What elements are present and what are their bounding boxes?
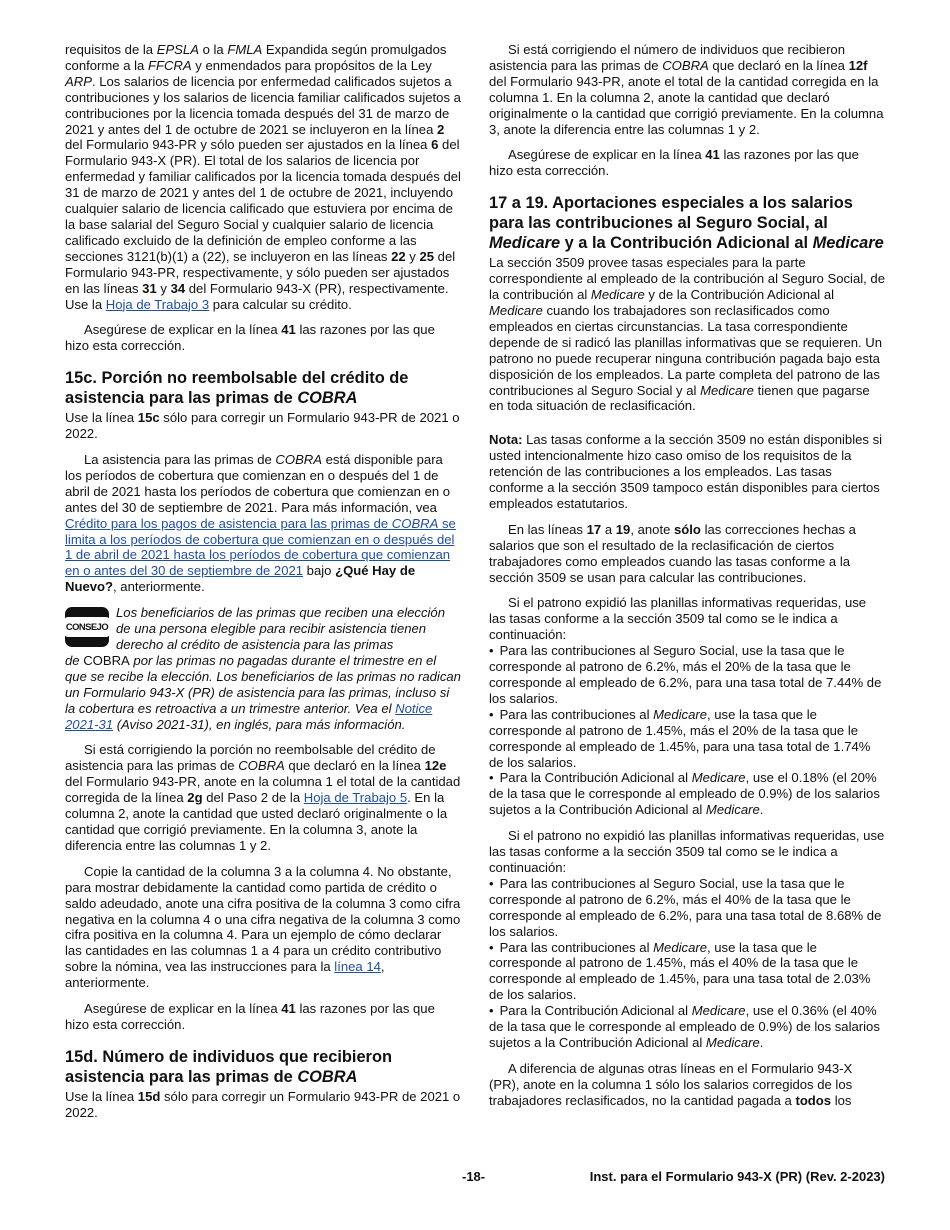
text-run: Medicare: [705, 802, 760, 818]
heading-15d: [65, 1047, 461, 1087]
paragraph: [65, 42, 461, 312]
text-run: y enmendados para propósitos de la Ley: [191, 57, 432, 73]
text-run: 34: [170, 280, 186, 296]
text-run: para calcular su crédito.: [209, 296, 352, 312]
bullet-icon: •: [489, 706, 494, 722]
text-run: 12f: [848, 57, 868, 73]
paragraph: [489, 147, 885, 179]
text-run: cuando los trabajadores son reclasificados como empleados en ciertas circunstancias. La tasa correspondiente depende de si radicó las planillas informativas que se requieren. Un patrono no puede recuperar ninguna contribución pagada bajo esta disposición de los empleados. La parte completa del patrono de las contribuciones al Seguro Social y al: [489, 302, 883, 398]
heading-17-19: [489, 193, 885, 253]
text-run: , anteriormente.: [113, 579, 205, 595]
bullet-icon: •: [489, 939, 494, 955]
text-run: FFCRA: [147, 57, 192, 73]
paragraph: [65, 864, 461, 991]
text-run: Asegúrese de explicar en la línea: [84, 1001, 282, 1017]
text-run: del Formulario 943-PR, respectivamente, y sólo pueden ser ajustados en las líneas: [65, 248, 456, 296]
tip-text-continued: [65, 653, 461, 733]
tip-text: [116, 605, 461, 653]
paragraph: [489, 522, 885, 586]
list-item: [489, 876, 885, 940]
text-run: 12e: [424, 758, 447, 774]
text-run: Expandida según promulgados conforme a la: [65, 42, 447, 73]
text-run: Si el patrono no expidió las planillas informativas requeridas, use las tasas conforme a la sección 3509 tal como se le indica a continuación:: [489, 828, 885, 875]
text-run: 15d. Número de individuos que recibieron asistencia para las primas de: [65, 1047, 392, 1086]
text-run: las razones por las que hizo esta corrección.: [489, 147, 859, 179]
text-run: Para las contribuciones al Seguro Social, use la tasa que le corresponde al patrono de 6.2%, más el 20% de la tasa que le corresponde al empleado de 6.2%, para una tasa total de 7.44% de los salarios.: [489, 643, 882, 706]
text-run: por las primas no pagadas durante el trimestre en el que se recibe la elección. Los beneficiarios de las primas no radican un Formulario 943-X (PR) de asistencia para las primas, incluso si la cobertura es retroactiva a un trimestre anterior. Vea el: [65, 652, 461, 716]
text-run: , anteriormente.: [65, 959, 385, 991]
text-run: COBRA: [662, 57, 709, 73]
text-run: Si está corrigiendo el número de individuos que recibieron asistencia para las primas de: [489, 42, 845, 73]
text-run: FMLA: [227, 42, 263, 57]
text-run: Nota:: [489, 432, 523, 448]
heading-15c: [65, 368, 461, 408]
text-run: ¿Qué Hay de Nuevo?: [65, 563, 416, 595]
link[interactable]: Notice 2021-31: [65, 700, 433, 732]
text-run: , use el 0.36% (el 40% de la tasa que le corresponde al empleado de 0.9%) de los salarios sujetos a la Contribución Adicional al: [489, 1003, 880, 1050]
list-item: [489, 707, 885, 771]
footer-title: Inst. para el Formulario 943-X (PR) (Rev. 2-2023): [589, 1169, 885, 1184]
text-run: Medicare: [691, 770, 746, 786]
tip-box: [65, 605, 461, 732]
link[interactable]: Hoja de Trabajo 5: [303, 790, 408, 806]
text-run: (Aviso 2021-31), en inglés, para más información.: [113, 716, 406, 732]
text-run: 15d: [137, 1088, 161, 1104]
text-run: o la: [198, 42, 228, 57]
text-run: bajo: [303, 563, 336, 579]
text-run: Para las contribuciones al Seguro Social, use la tasa que le corresponde al patrono de 6.2%, más el 40% de la tasa que le corresponde al empleado de 6.2%, para una tasa total de 8.68% de los salarios.: [489, 875, 882, 939]
rates-list-without-forms: [489, 876, 885, 1051]
text-run: COBRA: [297, 1067, 358, 1086]
text-run: del Formulario 943-PR, anote el total de la cantidad corregida en la columna 1. En la columna 2, anote la cantidad que declaró originalmente o la cantidad que corrigió previamente. En la columna 3, anote la diferencia entre las columnas 1 y 2.: [489, 73, 884, 137]
paragraph: [489, 595, 885, 643]
text-run: COBRA: [275, 452, 322, 468]
text-run: EPSLA: [156, 42, 199, 57]
list-item: [489, 770, 885, 818]
text-run: 41: [705, 147, 720, 163]
text-run: Asegúrese de explicar en la línea: [508, 147, 706, 163]
text-run: . Los salarios de licencia por enfermedad calificados sujetos a contribuciones y los salarios de licencia familiar calificados sujetos a contribuciones por la licencia tomada después del 31 de marzo de 2021 y antes del 1 de octubre de 2021 se incluyeron en la línea: [65, 73, 461, 137]
paragraph: [65, 452, 461, 595]
text-run: Medicare: [700, 382, 754, 398]
bullet-icon: •: [489, 643, 494, 659]
text-run: , use la tasa que le corresponde al patrono de 1.45%, más el 20% de la tasa que le corresponde al empleado de 1.45%, para una tasa total de 1.74% de los salarios.: [489, 706, 871, 770]
text-run: 2: [436, 121, 445, 137]
bullet-icon: •: [489, 1003, 494, 1019]
text-run: En las líneas: [508, 521, 587, 537]
text-run: que declaró en la línea: [284, 758, 425, 774]
text-run: 17: [586, 521, 602, 537]
text-run: 2g: [187, 790, 203, 806]
text-run: , use la tasa que le corresponde al patrono de 1.45%, más el 40% de la tasa que le corresponde al empleado de 1.45%, para una tasa total de 2.03% de los salarios.: [489, 939, 871, 1003]
text-run: Si está corrigiendo la porción no reembolsable del crédito de asistencia para las primas de: [65, 742, 436, 774]
paragraph: [65, 1001, 461, 1033]
text-run: Medicare: [653, 939, 707, 955]
text-run: 15c. Porción no reembolsable del crédito de asistencia para las primas de: [65, 369, 409, 408]
text-run: del Paso 2 de la: [202, 790, 304, 806]
text-run: Medicare: [812, 234, 884, 253]
paragraph: [489, 42, 885, 137]
text-run: todos: [795, 1092, 832, 1108]
text-run: 19: [615, 521, 631, 537]
text-run: Los beneficiarios de las primas que reciben una elección de una persona elegible para recibir asistencia tienen derecho al crédito de asistencia para las primas: [116, 605, 445, 652]
text-run: Use la línea: [65, 410, 138, 426]
text-run: 31: [142, 280, 157, 296]
text-run: y a la Contribución Adicional al: [560, 234, 813, 253]
note-paragraph: [489, 432, 885, 512]
text-run: Medicare: [691, 1003, 746, 1019]
bullet-icon: •: [489, 770, 494, 786]
text-run: Para la Contribución Adicional al: [499, 770, 692, 786]
text-run: los: [831, 1092, 852, 1108]
text-run: 41: [281, 322, 296, 338]
text-run: del Formulario 943-PR y sólo pueden ser ajustados en la línea: [65, 137, 432, 153]
text-run: 41: [281, 1001, 296, 1017]
list-item: [489, 1003, 885, 1051]
list-item: [489, 643, 885, 707]
link[interactable]: se limita a los períodos de cobertura que comienzan en o después del 1 de abril de 2021 hasta los períodos de cobertura que comienzan en o antes del 30 de septiembre de 2021: [65, 515, 456, 579]
text-run: Medicare: [653, 706, 707, 722]
text-run: Use la línea: [65, 1088, 138, 1104]
text-run: , anote: [630, 521, 675, 537]
text-run: del Formulario 943-X (PR). El total de los salarios de licencia por enfermedad y familiar calificados por la licencia tomada después del 31 de marzo de 2021 y antes del 1 de octubre de 2021, incluyendo cualquier salario de licencia calificado que estuviera por encima de la base salarial del Seguro Social y cualquier salario de licencia calificado excluido de la definición de empleo conforme a las secciones 3121(b)(1) a (22), se incluyeron en las líneas: [65, 137, 461, 264]
text-run: las razones por las que hizo esta corrección.: [65, 1001, 435, 1032]
text-run: 17 a 19. Aportaciones especiales a los salarios para las contribuciones al Seguro Social, al: [489, 194, 853, 233]
text-run: del Formulario 943-PR, anote en la columna 1 el total de la cantidad corregida de la línea: [65, 774, 461, 806]
text-run: La sección 3509 provee tasas especiales para la parte correspondiente al empleado de la contribución al Seguro Social, de la contribución al: [489, 255, 885, 303]
text-run: . En la columna 2, anote la cantidad que usted declaró originalmente o la cantidad que corrigió previamente. En la columna 3, anote la diferencia entre las columnas 1 y 2.: [65, 790, 448, 853]
text-run: a: [601, 521, 616, 537]
text-run: está disponible para los períodos de cobertura que comienzan en o después del 1 de abril de 2021 hasta los períodos de cobertura que comienzan en o antes del 30 de septiembre de 2021. Para más información, vea: [65, 452, 451, 515]
text-run: 15c: [137, 410, 160, 426]
text-run: COBRA: [238, 758, 285, 774]
text-run: A diferencia de algunas otras líneas en el Formulario 943-X (PR), anote en la columna 1 sólo los salarios corregidos de los trabajadores reclasificados, no la cantidad pagada a: [489, 1060, 853, 1108]
text-run: COBRA: [83, 652, 130, 668]
text-run: 22: [391, 248, 406, 264]
paragraph: [65, 410, 461, 442]
text-run: Las tasas conforme a la sección 3509 no están disponibles si usted intencionalmente hizo caso omiso de los requisitos de la retención de las contribuciones a los empleados. Las tasas conforme a la sección 3509 tampoco están disponibles para ciertos empleados estatutarios.: [489, 432, 883, 511]
text-run: COBRA: [297, 389, 358, 408]
text-run: sólo para corregir un Formulario 943-PR de 2021 o 2022.: [65, 1088, 461, 1120]
text-run: .: [759, 802, 764, 818]
left-column: [65, 42, 461, 1121]
link[interactable]: COBRA: [391, 515, 439, 531]
text-run: Si el patrono expidió las planillas informativas requeridas, use las tasas conforme a la sección 3509 tal como se le indica a continuación:: [489, 595, 867, 643]
text-run: y: [156, 280, 171, 296]
tip-icon: [65, 607, 109, 647]
text-run: requisitos de la: [65, 42, 157, 57]
rates-list-with-forms: [489, 643, 885, 818]
text-run: sólo para corregir un Formulario 943-PR de 2021 o 2022.: [65, 410, 460, 442]
text-run: Para las contribuciones al: [499, 706, 654, 722]
text-run: ARP: [65, 73, 92, 89]
text-run: 6: [431, 137, 439, 153]
link[interactable]: línea 14: [334, 959, 381, 975]
page-number: -18-: [462, 1169, 486, 1184]
text-run: Copie la cantidad de la columna 3 a la columna 4. No obstante, para mostrar debidamente la cantidad como partida de crédito o saldo adeudado, anote una cifra positiva de la columna 3 como cifra negativa en la columna 4 o una cifra negativa de la columna 3 como cifra positiva en la columna 4. Para un ejemplo de cómo declarar las cantidades en las columnas 1 a 4 para un crédito contributivo sobre la nómina, vea las instrucciones para la: [65, 863, 461, 975]
link[interactable]: Crédito para los pagos de asistencia para las primas de: [65, 515, 392, 531]
text-run: las razones por las que hizo esta corrección.: [65, 322, 435, 354]
paragraph: [65, 742, 461, 853]
bullet-icon: •: [489, 875, 494, 891]
text-run: Medicare: [705, 1034, 760, 1050]
paragraph: [489, 828, 885, 876]
text-run: y de la Contribución Adicional al: [644, 287, 835, 303]
text-run: de: [65, 652, 84, 668]
right-column: [489, 42, 885, 1109]
text-run: que declaró en la línea: [708, 57, 849, 73]
text-run: Para la Contribución Adicional al: [499, 1003, 692, 1019]
text-run: Medicare: [489, 234, 561, 253]
text-run: tienen que pagarse en toda situación de reclasificación.: [489, 382, 870, 414]
paragraph: [65, 322, 461, 354]
text-run: 25: [419, 248, 435, 264]
text-run: Medicare: [489, 302, 543, 318]
paragraph: [489, 255, 885, 414]
text-run: y: [405, 248, 420, 264]
text-run: del Formulario 943-X (PR), respectivamente. Use la: [65, 280, 449, 312]
text-run: Asegúrese de explicar en la línea: [84, 322, 282, 338]
text-run: La asistencia para las primas de: [84, 452, 276, 468]
paragraph: [65, 1089, 461, 1121]
text-run: Medicare: [590, 287, 645, 303]
text-run: sólo: [674, 521, 701, 537]
paragraph: [489, 1061, 885, 1109]
text-run: .: [759, 1034, 764, 1050]
text-run: las correcciones hechas a salarios que son el resultado de la reclasificación de ciertos trabajadores como empleados cuando las tasas conforme a la sección 3509 se usan para calcular las contribuciones.: [489, 521, 856, 585]
list-item: [489, 940, 885, 1004]
tip-badge-label: CONSEJO: [64, 617, 110, 637]
text-run: , use el 0.18% (el 20% de la tasa que le corresponde al empleado de 0.9%) de los salarios sujetos a la Contribución Adicional al: [489, 770, 880, 818]
text-run: Para las contribuciones al: [499, 939, 654, 955]
link[interactable]: Hoja de Trabajo 3: [105, 296, 210, 312]
